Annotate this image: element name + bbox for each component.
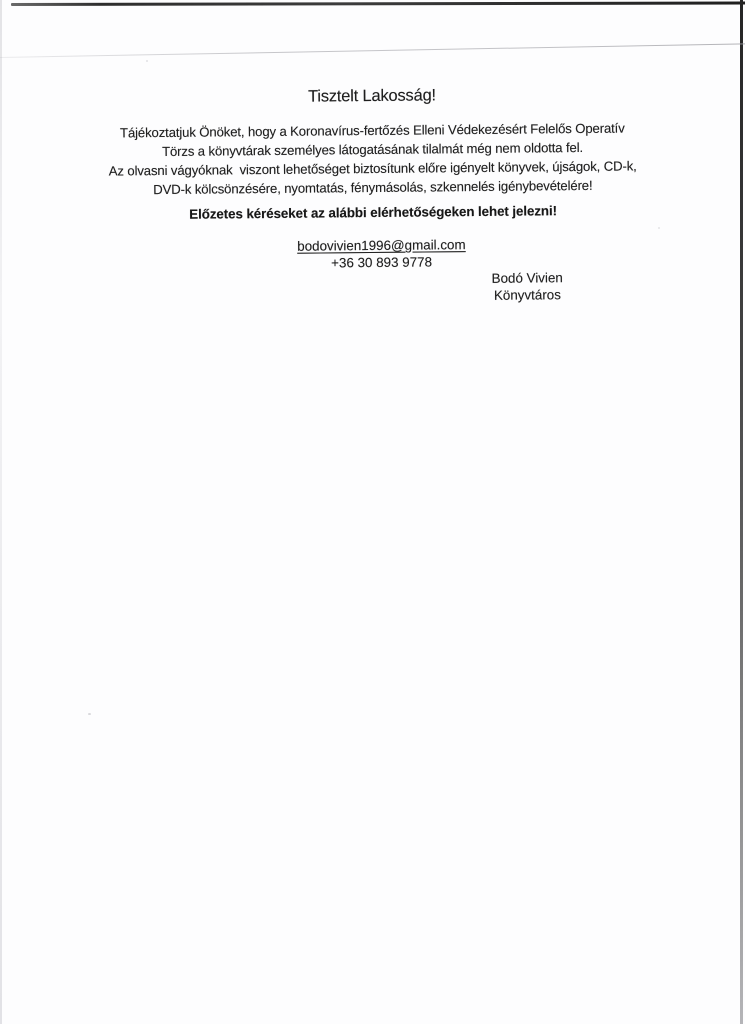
body-paragraph [0,117,745,200]
signature-name: Bodó Vivien [491,270,563,286]
letter-content [0,0,745,309]
body-line: Az olvasni vágyóknak viszont lehetőséget biztosítunk előre igényelt könyvek, újságok, CD-k, [108,158,637,179]
phone-number: +36 30 893 9778 [331,254,433,271]
body-line: DVD-k kölcsönzésére, nyomtatás, fénymásolás, szkennelés igénybevételére! [153,177,593,198]
signature-block [465,269,589,304]
notice-text: Előzetes kéréseket az alábbi elérhetőségeken lehet jelezni! [189,203,558,222]
contact-block [17,233,745,274]
scan-dust-speck [88,713,91,715]
signature-role: Könyvtáros [493,287,561,303]
body-line: Tájékoztatjuk Önöket, hogy a Koronavírus-fertőzés Elleni Védekezésért Felelős Operatív [119,120,625,141]
body-line: Törzs a könyvtárak személyes látogatásának tilalmát még nem oldotta fel. [161,139,584,160]
page-title: Tisztelt Lakosság! [307,86,436,106]
email-address: bodovivien1996@gmail.com [297,237,466,254]
